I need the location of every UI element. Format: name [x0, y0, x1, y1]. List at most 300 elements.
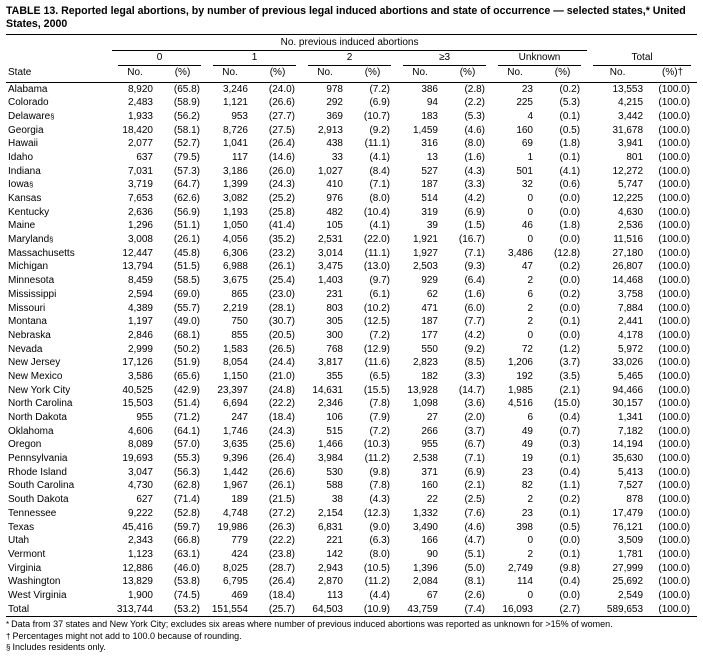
count-cell: 2,084: [412, 576, 438, 588]
count-cell: 14,631: [312, 384, 343, 396]
percent-cell: (52.8): [173, 507, 200, 519]
percent-cell: (7.1): [464, 453, 485, 465]
percent-cell: (2.7): [538, 603, 587, 617]
no-column-header: No.: [112, 66, 158, 82]
percent-cell: (0.1): [559, 110, 581, 122]
percent-cell: (53.8): [173, 576, 200, 588]
count-cell: 9,222: [127, 507, 153, 519]
percent-cell: (10.3): [363, 439, 390, 451]
state-name-cell: Nebraska: [8, 329, 51, 341]
count-cell: 49: [521, 425, 533, 437]
count-cell: 2: [527, 275, 533, 287]
count-cell: 3,186: [222, 165, 248, 177]
table-row: [6, 124, 697, 138]
percent-cell: (3.7): [464, 425, 485, 437]
percent-cell: (11.2): [364, 453, 390, 465]
count-cell: 30,157: [612, 398, 644, 410]
percent-cell: (100.0): [658, 329, 691, 341]
col-group-total: [587, 50, 697, 66]
percent-cell: (0.3): [559, 439, 581, 451]
percent-cell: (12.9): [363, 343, 390, 355]
state-name-cell: Tennessee: [8, 507, 57, 519]
percent-cell: (100.0): [658, 302, 691, 314]
percent-cell: (55.3): [173, 453, 200, 465]
count-cell: 15,503: [122, 398, 153, 410]
count-cell: 69: [521, 138, 533, 150]
count-cell: 2,154: [317, 507, 343, 519]
count-cell: 0: [527, 535, 533, 547]
table-row: [6, 479, 697, 493]
count-cell: 0: [527, 193, 533, 204]
table-row: [6, 233, 697, 247]
count-cell: 231: [326, 288, 343, 300]
percent-cell: (100.0): [658, 316, 691, 328]
col-group-2: [302, 50, 397, 66]
percent-cell: (79.5): [173, 151, 200, 163]
count-cell: 6,795: [222, 576, 248, 588]
percent-cell: (100.0): [658, 179, 691, 191]
percent-cell: (21.0): [268, 370, 295, 382]
col-group-total-label: Total: [593, 52, 691, 67]
percent-cell: (100.0): [658, 589, 691, 601]
count-cell: 2,823: [412, 357, 438, 369]
percent-cell: (51.4): [173, 398, 200, 410]
table-row: [6, 562, 697, 576]
percent-cell: (4.3): [464, 165, 485, 177]
percent-cell: (3.5): [559, 370, 581, 382]
percent-cell: (49.0): [173, 316, 200, 328]
footnote-data-source: [6, 619, 698, 631]
table-row: [6, 178, 697, 192]
percent-cell: (1.8): [559, 138, 581, 150]
percent-cell: (25.4): [268, 275, 295, 287]
count-cell: 13,829: [122, 576, 153, 588]
percent-cell: (100.0): [658, 83, 691, 95]
table-row: [6, 192, 697, 206]
count-cell: 13,928: [407, 384, 438, 396]
percent-cell: (62.8): [173, 480, 200, 492]
percent-cell: (68.1): [173, 329, 200, 341]
count-cell: 33,026: [612, 357, 644, 369]
percent-cell: (22.0): [363, 234, 390, 246]
state-name-cell: Kansas: [8, 193, 42, 204]
percent-cell: (71.4): [173, 494, 200, 506]
count-cell: 514: [421, 193, 438, 204]
count-cell: 2,943: [317, 562, 343, 574]
percent-cell: (2.8): [464, 83, 485, 95]
col-group-2-label: 2: [308, 52, 391, 67]
count-cell: 4,630: [618, 206, 644, 218]
count-cell: 192: [516, 370, 533, 382]
percent-cell: (62.6): [173, 193, 200, 204]
count-cell: 801: [626, 151, 644, 163]
percent-cell: (5.0): [464, 562, 485, 574]
count-cell: 8,920: [127, 83, 153, 95]
percent-cell: (7.1): [369, 179, 390, 191]
count-cell: 3,635: [222, 439, 248, 451]
percent-cell: (0.0): [559, 275, 581, 287]
percent-cell: (100.0): [658, 193, 691, 204]
state-name-cell: Washington: [8, 576, 61, 588]
percent-cell: (8.1): [464, 576, 485, 588]
state-name-cell: Georgia: [8, 124, 44, 136]
footnote-text: Percentages might not add to 100.0 because of rounding.: [12, 630, 242, 641]
count-cell: 27: [426, 412, 438, 423]
percent-cell: (0.4): [559, 576, 581, 588]
percent-cell: (50.2): [173, 343, 200, 355]
percent-cell: (1.6): [464, 151, 485, 163]
table-row: [6, 411, 697, 425]
count-cell: 23,397: [217, 384, 248, 396]
count-cell: 4,178: [618, 329, 644, 341]
count-cell: 2,846: [127, 329, 153, 341]
count-cell: 160: [516, 124, 533, 136]
percent-cell: (7.6): [464, 507, 485, 519]
percent-cell: (51.5): [173, 261, 200, 273]
count-cell: 2,549: [618, 589, 644, 601]
percent-cell: (24.0): [268, 83, 295, 95]
table-row: [6, 219, 697, 233]
percent-cell: (100.0): [658, 343, 691, 355]
state-name-cell: Maryland§: [8, 234, 54, 246]
table-row-total: [6, 603, 697, 617]
count-cell: 5,747: [618, 179, 644, 191]
percent-cell: (100.0): [658, 234, 691, 246]
state-name-cell: Vermont: [8, 548, 46, 560]
count-cell: 5,413: [618, 466, 644, 478]
percent-cell: (56.9): [173, 206, 200, 218]
percent-cell: (52.7): [173, 138, 200, 150]
table-row: [6, 137, 697, 151]
percent-cell: (100.0): [658, 206, 691, 218]
count-cell: 4: [527, 110, 533, 122]
count-cell: 17,126: [122, 357, 153, 369]
table-row: [6, 206, 697, 220]
count-cell: 7,884: [618, 302, 644, 314]
percent-cell: (20.5): [268, 329, 295, 341]
header-span-row: [6, 35, 697, 51]
percent-cell: (12.3): [363, 507, 390, 519]
count-cell: 316: [421, 138, 438, 150]
count-cell: 4,516: [507, 398, 533, 410]
count-cell: 1,197: [127, 316, 153, 328]
count-cell: 953: [231, 110, 248, 122]
percent-cell: (8.5): [464, 357, 485, 369]
percent-cell: (7.9): [369, 412, 390, 423]
count-cell: 113: [327, 589, 343, 601]
percent-cell: (27.2): [268, 507, 295, 519]
percent-cell: (5.1): [464, 548, 485, 560]
count-cell: 8,025: [222, 562, 248, 574]
percent-cell: (100.0): [658, 110, 691, 122]
count-cell: 1,206: [507, 357, 533, 369]
column-group-header: No. previous induced abortions: [112, 35, 587, 51]
count-cell: 3,817: [317, 357, 343, 369]
table-row: [6, 370, 697, 384]
count-cell: 855: [231, 329, 248, 341]
percent-cell: (6.5): [369, 370, 390, 382]
count-cell: 589,653: [587, 603, 648, 617]
percent-cell: (26.3): [268, 521, 295, 533]
percent-cell: (100.0): [658, 425, 691, 437]
state-name-cell: Delaware§: [8, 110, 55, 122]
percent-cell: (15.5): [363, 384, 390, 396]
table-row: [6, 274, 697, 288]
state-footnote-marker: §: [29, 180, 34, 190]
count-cell: 43,759: [397, 603, 443, 617]
footnote-marker: †: [6, 631, 11, 641]
count-cell: 1,985: [507, 384, 533, 396]
percent-cell: (51.9): [173, 357, 200, 369]
percent-cell: (0.1): [559, 316, 581, 328]
percent-cell: (11.2): [364, 576, 390, 588]
count-cell: 19,986: [217, 521, 248, 533]
percent-cell: (24.3): [268, 179, 295, 191]
count-cell: 637: [136, 151, 153, 163]
state-name-cell: Idaho: [8, 151, 34, 163]
count-cell: 23: [521, 466, 533, 478]
count-cell: 305: [326, 316, 343, 328]
count-cell: 1,746: [222, 425, 248, 437]
percent-cell: (9.2): [464, 343, 485, 355]
state-name-cell: North Dakota: [8, 412, 67, 423]
percent-cell: (2.0): [464, 412, 485, 423]
state-name-cell: Pennsylvania: [8, 453, 68, 465]
count-cell: 2,343: [127, 535, 153, 547]
count-cell: 0: [527, 206, 533, 218]
count-cell: 23: [521, 507, 533, 519]
state-name-cell: Iowa§: [8, 179, 34, 191]
percent-cell: (45.8): [173, 247, 200, 259]
percent-cell: (7.1): [464, 247, 485, 259]
state-name-cell: Colorado: [8, 97, 49, 109]
percent-cell: (0.0): [559, 302, 581, 314]
percent-cell: (4.6): [464, 124, 485, 136]
table-row: [6, 165, 697, 179]
count-cell: 142: [326, 548, 343, 560]
percent-cell: (16.7): [458, 234, 485, 246]
count-cell: 62: [426, 288, 438, 300]
count-cell: 2: [527, 548, 533, 560]
percent-cell: (25.8): [268, 206, 295, 218]
percent-cell: (6.1): [369, 288, 390, 300]
count-cell: 1,442: [222, 466, 248, 478]
col-group-unknown-label: Unknown: [498, 52, 581, 67]
count-cell: 527: [421, 165, 438, 177]
count-cell: 17,479: [612, 507, 644, 519]
percent-cell: (23.2): [268, 247, 295, 259]
count-cell: 2,531: [317, 234, 343, 246]
state-name-cell: South Dakota: [8, 494, 69, 506]
percent-cell: (26.1): [268, 261, 295, 273]
table-row: [6, 247, 697, 261]
table-row: [6, 452, 697, 466]
count-cell: 31,678: [612, 124, 644, 136]
count-cell: 105: [326, 220, 343, 232]
table-row: [6, 493, 697, 507]
percent-cell: (21.5): [268, 494, 295, 506]
percent-cell: (57.0): [173, 439, 200, 451]
count-cell: 3,941: [618, 138, 644, 150]
count-cell: 8,726: [222, 124, 248, 136]
percent-cell: (7.8): [369, 398, 390, 410]
percent-cell: (100.0): [658, 466, 691, 478]
count-cell: 3,486: [507, 247, 533, 259]
count-cell: 35,630: [612, 453, 644, 465]
table-row: [6, 507, 697, 521]
table-body: [6, 82, 697, 617]
count-cell: 865: [231, 288, 248, 300]
percent-cell: (41.4): [268, 220, 295, 232]
count-cell: 6,694: [222, 398, 248, 410]
percent-cell: (1.8): [559, 220, 581, 232]
percent-cell: (100.0): [658, 562, 691, 574]
percent-cell: (26.6): [268, 97, 295, 109]
percent-cell: (0.1): [559, 548, 581, 560]
percent-cell: (100.0): [658, 275, 691, 287]
count-cell: 3,442: [618, 110, 644, 122]
percent-cell: (0.5): [559, 124, 581, 136]
count-cell: 1,921: [412, 234, 438, 246]
percent-cell: (100.0): [658, 453, 691, 465]
count-cell: 3,014: [317, 247, 343, 259]
percent-cell: (35.2): [268, 234, 295, 246]
count-cell: 2,636: [127, 206, 153, 218]
pct-total-column-header: (%)†: [648, 66, 697, 82]
count-cell: 1,027: [317, 165, 343, 177]
pct-column-header: (%): [443, 66, 492, 82]
count-cell: 929: [421, 275, 438, 287]
percent-cell: (2.6): [464, 589, 485, 601]
percent-cell: (0.2): [559, 83, 581, 95]
percent-cell: (0.0): [559, 329, 581, 341]
count-cell: 313,744: [112, 603, 158, 617]
percent-cell: (11.1): [364, 247, 390, 259]
count-cell: 0: [527, 589, 533, 601]
count-cell: 14,194: [612, 439, 644, 451]
count-cell: 94,466: [612, 384, 644, 396]
count-cell: 94: [426, 97, 438, 109]
header-group-row: [6, 50, 697, 66]
footnote-marker: §: [6, 643, 11, 653]
count-cell: 1,927: [412, 247, 438, 259]
percent-cell: (4.6): [464, 521, 485, 533]
percent-cell: (100.0): [658, 151, 691, 163]
count-cell: 768: [326, 343, 343, 355]
state-name-cell: Alabama: [8, 83, 48, 95]
count-cell: 4,389: [127, 302, 153, 314]
no-column-header: No.: [397, 66, 443, 82]
footnote-rounding: [6, 631, 698, 643]
pct-column-header: (%): [158, 66, 207, 82]
percent-cell: (26.0): [268, 165, 295, 177]
percent-cell: (9.0): [369, 521, 390, 533]
count-cell: 976: [326, 193, 343, 204]
count-cell: 2,594: [127, 288, 153, 300]
count-cell: 1,399: [222, 179, 248, 191]
count-cell: 6: [527, 412, 533, 423]
percent-cell: (100.0): [658, 548, 691, 560]
count-cell: 72: [521, 343, 533, 355]
count-cell: 1,933: [127, 110, 153, 122]
percent-cell: (100.0): [658, 357, 691, 369]
count-cell: 955: [136, 412, 153, 423]
percent-cell: (30.7): [268, 316, 295, 328]
percent-cell: (7.7): [464, 316, 485, 328]
table-row: [6, 589, 697, 603]
count-cell: 2,536: [618, 220, 644, 232]
percent-cell: (15.0): [553, 398, 581, 410]
table-row: [6, 302, 697, 316]
table-row: [6, 288, 697, 302]
count-cell: 2,749: [507, 562, 533, 574]
table-row: [6, 260, 697, 274]
state-name-cell: Texas: [8, 521, 35, 533]
table-row: [6, 548, 697, 562]
percent-cell: (7.4): [443, 603, 492, 617]
percent-cell: (7.2): [369, 425, 390, 437]
percent-cell: (12.8): [553, 247, 581, 259]
count-cell: 469: [231, 589, 248, 601]
count-cell: 189: [231, 494, 248, 506]
count-cell: 1,193: [222, 206, 248, 218]
count-cell: 292: [326, 97, 343, 109]
count-cell: 438: [326, 138, 343, 150]
state-name-cell: Oregon: [8, 439, 42, 451]
table-row: [6, 438, 697, 452]
count-cell: 3,719: [127, 179, 153, 191]
percent-cell: (23.8): [268, 548, 295, 560]
count-cell: 13,794: [122, 261, 153, 273]
state-name-cell: Michigan: [8, 261, 49, 273]
percent-cell: (6.9): [369, 97, 390, 109]
percent-cell: (24.4): [268, 357, 295, 369]
percent-cell: (10.2): [363, 302, 390, 314]
count-cell: 16,093: [492, 603, 538, 617]
percent-cell: (25.6): [268, 439, 295, 451]
count-cell: 3,082: [222, 193, 248, 204]
percent-cell: (14.6): [268, 151, 295, 163]
state-name-cell: Kentucky: [8, 206, 50, 218]
col-group-0: [112, 50, 207, 66]
percent-cell: (65.6): [173, 370, 200, 382]
count-cell: 7,031: [127, 165, 153, 177]
percent-cell: (100.0): [658, 261, 691, 273]
count-cell: 6: [527, 288, 533, 300]
count-cell: 482: [326, 206, 343, 218]
percent-cell: (100.0): [658, 288, 691, 300]
count-cell: 1,296: [127, 220, 153, 232]
count-cell: 1,123: [127, 548, 153, 560]
count-cell: 12,272: [612, 165, 644, 177]
percent-cell: (0.0): [559, 193, 581, 204]
count-cell: 398: [516, 521, 533, 533]
count-cell: 3,246: [222, 83, 248, 95]
table-row: [6, 343, 697, 357]
count-cell: 1,041: [222, 138, 248, 150]
percent-cell: (69.0): [173, 288, 200, 300]
percent-cell: (2.1): [559, 384, 581, 396]
percent-cell: (8.0): [464, 138, 485, 150]
count-cell: 2,483: [127, 97, 153, 109]
count-cell: 2,346: [317, 398, 343, 410]
percent-cell: (27.7): [268, 110, 295, 122]
no-column-header: No.: [302, 66, 348, 82]
count-cell: 166: [421, 535, 438, 547]
count-cell: 2,913: [317, 124, 343, 136]
percent-cell: (100.0): [658, 480, 691, 492]
percent-cell: (10.5): [363, 562, 390, 574]
